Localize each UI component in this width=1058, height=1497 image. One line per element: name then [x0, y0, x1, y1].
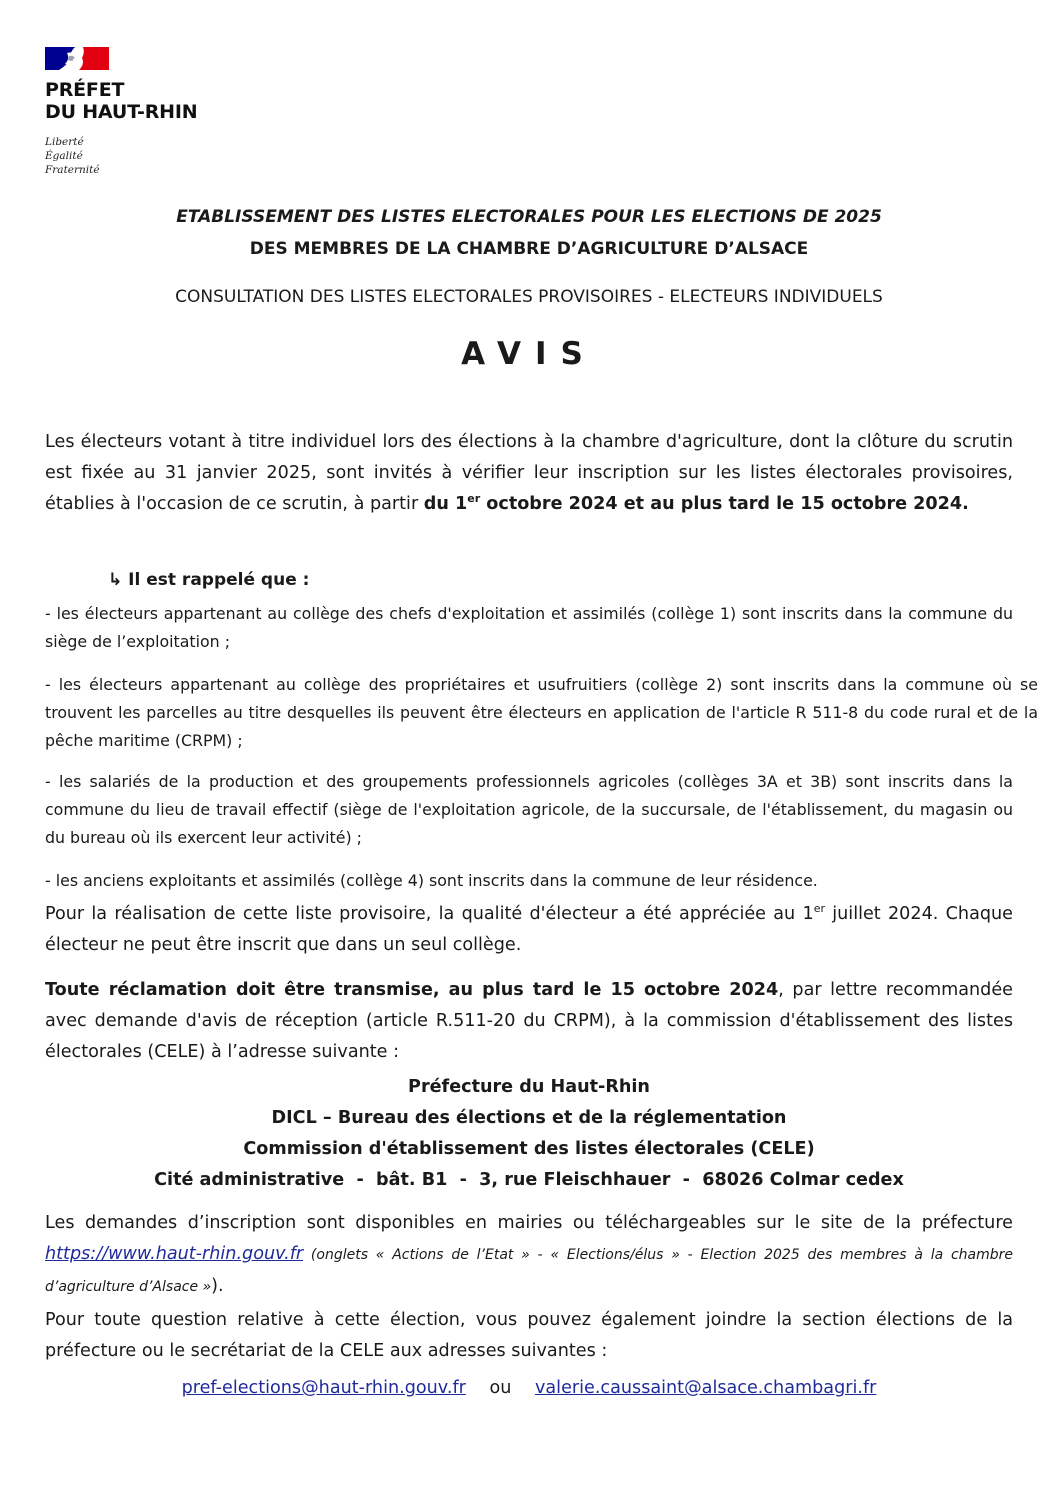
prefecture-logo: [45, 47, 245, 177]
list-item: - les anciens exploitants et assimilés (collège 4) sont inscrits dans la commune de leur résidence.: [45, 871, 818, 890]
reminder-label: Il est rappelé que :: [128, 570, 310, 590]
motto-liberte: Liberté: [45, 136, 84, 148]
intro-paragraph: [45, 427, 1013, 520]
motto-fraternite: Fraternité: [45, 164, 100, 176]
demandes-paragraph: [45, 1208, 1013, 1303]
qualite-sup: er: [813, 902, 825, 916]
elections-email-link[interactable]: pref-elections@haut-rhin.gouv.fr: [181, 1378, 466, 1398]
address-line: Cité administrative - bât. B1 - 3, rue Fleischhauer - 68026 Colmar cedex: [154, 1170, 904, 1190]
arrow-icon: ↳: [108, 570, 123, 590]
department-label: DU HAUT-RHIN: [45, 101, 198, 123]
reclamation-paragraph: [45, 975, 1013, 1068]
intro-text: Les électeurs votant à titre individuel lors des élections à la chambre d'agriculture, dont la clôture du scrutin est fixée au 31 janvier 2025, sont invités à vérifier leur inscription sur les listes électorales provisoires, établies à l'occasion de ce scrutin, à partir: [45, 432, 1013, 514]
contact-emails: [0, 1374, 1058, 1402]
address-line: Commission d'établissement des listes électorales (CELE): [243, 1139, 815, 1159]
reclamation-text: , par lettre recommandée avec demande d'avis de réception (article R.511-20 du CRPM), à la commission d'établissement des listes électorales (CELE) à l’adresse suivante :: [45, 980, 1013, 1062]
motto-egalite: Égalité: [45, 150, 83, 162]
intro-date-b: octobre 2024 et au plus tard le 15 octobre 2024.: [480, 494, 969, 514]
question-paragraph: Pour toute question relative à cette élection, vous pouvez également joindre la section élections de la préfecture ou le secrétariat de la CELE aux adresses suivantes :: [45, 1310, 1013, 1361]
marianne-flag-icon: [45, 47, 109, 70]
separator-text: ou: [489, 1378, 512, 1398]
list-item: - les électeurs appartenant au collège des propriétaires et usufruitiers (collège 2) sont inscrits dans la commune où se trouvent les parcelles au titre desquelles ils peuvent être électeurs en application de l'article R 511-8 du code rural et de la pêche maritime (CRPM) ;: [45, 675, 1038, 750]
title-line-1: ETABLISSEMENT DES LISTES ELECTORALES POUR LES ELECTIONS DE 2025: [176, 207, 882, 227]
address-line: Préfecture du Haut-Rhin: [408, 1077, 650, 1097]
address-line: DICL – Bureau des élections et de la réglementation: [271, 1108, 787, 1128]
demandes-note: onglets « Actions de l’Etat » - « Elections/élus » - Election 2025 des membres à la chambre d’agriculture d’Alsace »: [45, 1247, 1013, 1295]
qualite-paragraph: [45, 899, 1013, 961]
republic-motto: [45, 135, 245, 177]
intro-date-bold: [424, 494, 969, 514]
qualite-text-b: juillet 2024. Chaque électeur ne peut être inscrit que dans un seul collège.: [45, 904, 1013, 955]
demandes-note-open: (: [303, 1247, 317, 1263]
demandes-text: Les demandes d’inscription sont disponibles en mairies ou téléchargeables sur le site de la préfecture: [45, 1213, 1013, 1233]
cele-email-link[interactable]: valerie.caussaint@alsace.chambagri.fr: [534, 1378, 877, 1398]
intro-date-a: du 1: [423, 494, 468, 514]
postal-address: [0, 1072, 1058, 1196]
demandes-note-close: ).: [211, 1276, 224, 1296]
avis-heading: AVIS: [461, 336, 597, 372]
list-item: - les électeurs appartenant au collège des chefs d'exploitation et assimilés (collège 1) sont inscrits dans la commune du siège de l’exploitation ;: [45, 604, 1013, 651]
intro-date-sup: er: [467, 492, 481, 506]
subtitle: CONSULTATION DES LISTES ELECTORALES PROVISOIRES - ELECTEURS INDIVIDUELS: [175, 287, 883, 307]
qualite-text-a: Pour la réalisation de cette liste provisoire, la qualité d'électeur a été appréciée au 1: [45, 904, 814, 924]
prefet-label: PRÉFET: [45, 79, 125, 101]
reclamation-bold: Toute réclamation doit être transmise, au plus tard le 15 octobre 2024: [45, 980, 779, 1000]
reminder-heading: [108, 566, 309, 594]
list-item: - les salariés de la production et des groupements professionnels agricoles (collèges 3A et 3B) sont inscrits dans la commune du lieu de travail effectif (siège de l'exploitation agricole, de la succursale, de l'établissement, du magasin ou du bureau où ils exercent leur activité) ;: [45, 772, 1013, 847]
title-line-2: DES MEMBRES DE LA CHAMBRE D’AGRICULTURE D’ALSACE: [249, 239, 809, 259]
prefecture-website-link[interactable]: https://www.haut-rhin.gouv.fr: [45, 1244, 304, 1264]
